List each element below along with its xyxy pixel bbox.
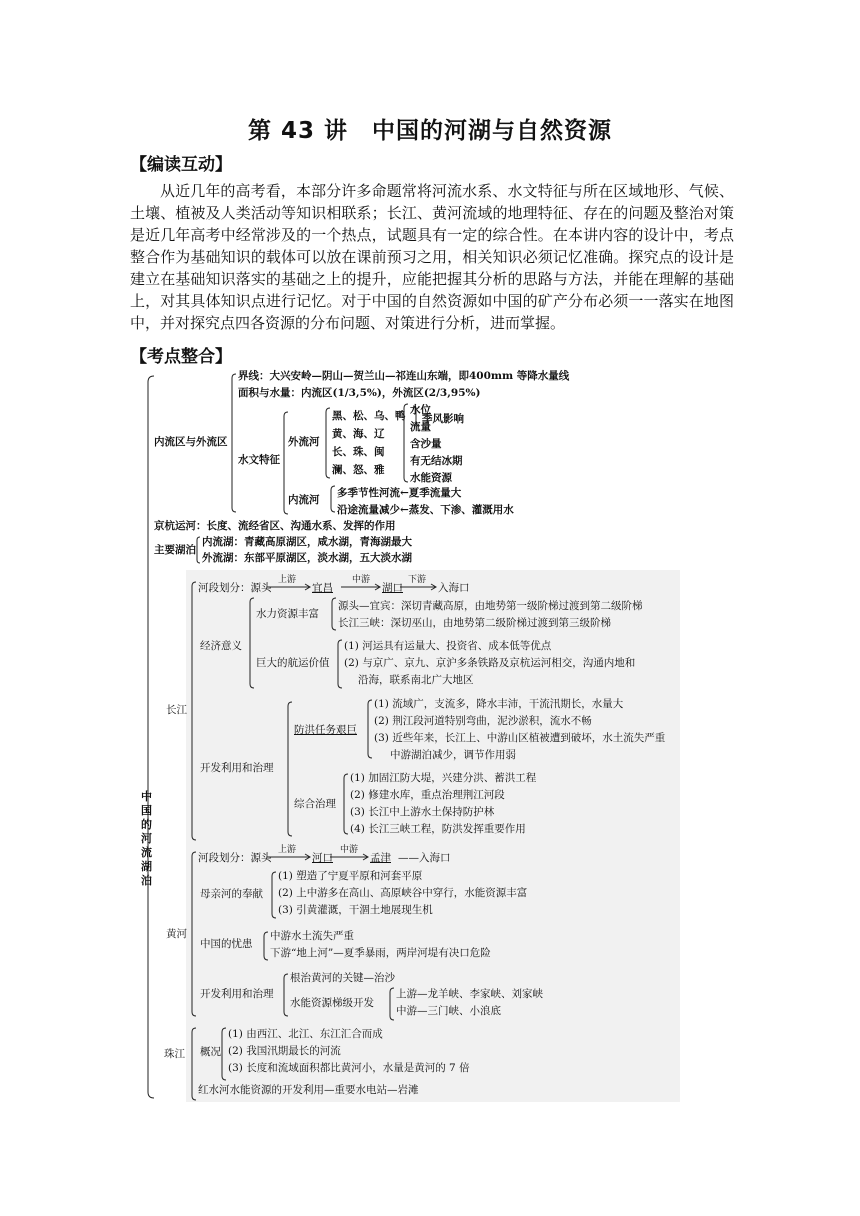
fanghong-2: (2) 荆江段河道特别弯曲，泥沙淤积，流水不畅: [374, 715, 592, 727]
hangyun-3: 沿海，联系南北广大地区: [358, 674, 474, 686]
knowledge-map: [140, 370, 680, 1102]
gaikuang-2: (2) 我国汛期最长的河流: [228, 1045, 341, 1057]
hh-kaifa-label: 开发利用和治理: [200, 988, 274, 1000]
feature-hanshaliang: 含沙量: [410, 438, 442, 450]
hh-shangyou: 上游: [278, 845, 297, 855]
gaikuang-3: (3) 长度和流域面积都比黄河小，水量是黄河的 7 倍: [228, 1062, 470, 1074]
neiwai-label: 内流区与外流区: [154, 436, 228, 448]
hupo-wai: 外流湖：东部平原湖区，淡水湖，五大淡水湖: [202, 552, 412, 564]
cj-xiayou: 下游: [408, 575, 427, 585]
hh-zhongyou: 中游: [340, 845, 359, 855]
page-title: 第 43 讲 中国的河湖与自然资源: [247, 118, 613, 144]
hupo-label: 主要湖泊: [154, 544, 196, 556]
shuiwen-label: 水文特征: [238, 454, 280, 466]
river-group-2: 黄、海、辽: [332, 428, 385, 440]
hh-hekou: 河口: [312, 852, 333, 864]
hongshuihe-text: 红水河水能资源的开发利用—重要水电站—岩滩: [198, 1084, 419, 1096]
shuineng-1: 上游—龙羊峡、李家峡、刘家峡: [396, 988, 543, 1000]
fanghong-3: (3) 近些年来，长江上、中游山区植被遭到破坏，水土流失严重: [374, 732, 666, 744]
zonghe-1: (1) 加固江防大堤，兴建分洪、蓄洪工程: [350, 772, 537, 784]
hangyun-1: (1) 河运具有运量大、投资省、成本低等优点: [344, 640, 552, 652]
river-group-3: 长、珠、闽: [332, 446, 385, 458]
jiexian-text: 界线：大兴安岭—阴山—贺兰山—祁连山东端，即400mm 等降水量线: [238, 370, 570, 382]
neiliuhe-1: 多季节性河流←夏季流量大: [337, 487, 462, 499]
hupo-nei: 内流湖：青藏高原湖区，咸水湖，青海湖最大: [202, 536, 412, 548]
feature-liuliang: 流量: [410, 421, 431, 433]
zhujiang-label: 珠江: [164, 1048, 185, 1060]
feature-shuineng: 水能资源: [410, 472, 452, 484]
hh-heduan-label: 河段划分：源头: [198, 852, 272, 864]
fanghong-4: 中游湖泊减少，调节作用弱: [390, 749, 516, 761]
feature-jiebingqi: 有无结冰期: [410, 455, 463, 467]
gaikuang-1: (1) 由西江、北江、东江汇合而成: [228, 1028, 383, 1040]
section-heading-summary: 【考点整合】: [130, 347, 232, 367]
hh-haikou: ——入海口: [398, 852, 451, 864]
muqin-3: (3) 引黄灌溉，干涸土地展现生机: [278, 904, 433, 916]
muqin-label: 母亲河的奉献: [200, 888, 263, 900]
section-heading-intro: 【编读互动】: [130, 155, 232, 175]
shuineng-2: 中游—三门峡、小浪底: [396, 1005, 501, 1017]
cj-kaifa-label: 开发利用和治理: [200, 762, 274, 774]
youhuan-1: 中游水土流失严重: [270, 930, 354, 942]
wailiuhe-label: 外流河: [288, 436, 320, 448]
cj-haikou: 入海口: [438, 582, 470, 594]
jinghang-text: 京杭运河：长度、流经省区、沟通水系、发挥的作用: [154, 520, 396, 532]
shuili-1: 源头—宜宾：深切青藏高原，由地势第一级阶梯过渡到第二级阶梯: [338, 600, 643, 612]
shuineng-label: 水能资源梯级开发: [290, 997, 374, 1009]
hangyun-2: (2) 与京广、京九、京沪多条铁路及京杭运河相交，沟通内地和: [344, 657, 636, 669]
zonghe-4: (4) 长江三峡工程，防洪发挥重要作用: [350, 823, 526, 835]
fanghong-label: 防洪任务艰巨: [294, 724, 357, 736]
cj-hukou: 湖口: [382, 582, 403, 594]
zonghe-2: (2) 修建水库，重点治理荆江河段: [350, 789, 505, 801]
cj-yichang: 宜昌: [312, 582, 333, 594]
zonghe-label: 综合治理: [294, 798, 336, 810]
youhuan-label: 中国的忧患: [200, 938, 253, 950]
shuili-2: 长江三峡：深切巫山，由地势第二级阶梯过渡到第三级阶梯: [338, 617, 611, 629]
intro-text: 从近几年的高考看，本部分许多命题常将河流水系、水文特征与所在区域地形、气候、土壤、植被及人类活动等知识相联系；长江、黄河流域的地理特征、存在的问题及整治对策是近几年高考中经常涉及的一个热点，试题具有一定的综合性。在本讲内容的设计中，考点整合作为基础知识的载体可以放在课前预习之用，相关知识必须记忆准确。探究点的设计是建立在基础知识落实的基础之上的提升，应能把握其分析的思路与方法，并能在理解的基础上，对其具体知识点进行记忆。对于中国的自然资源如中国的矿产分布必须一一落实在地图中，并对探究点四各资源的分布问题、对策进行分析，进而掌握。: [130, 182, 734, 332]
intro-paragraph: [130, 180, 734, 334]
shuili-label: 水力资源丰富: [256, 608, 319, 620]
zonghe-3: (3) 长江中上游水土保持防护林: [350, 806, 495, 818]
neiliuhe-2: 沿途流量减少←蒸发、下渗、灌溉用水: [337, 504, 514, 516]
muqin-1: (1) 塑造了宁夏平原和河套平原: [278, 870, 423, 882]
muqin-2: (2) 上中游多在高山、高原峡谷中穿行，水能资源丰富: [278, 887, 528, 899]
fanghong-1: (1) 流域广，支流多，降水丰沛，干流汛期长，水量大: [374, 698, 624, 710]
changjiang-label: 长江: [166, 704, 187, 716]
jifeng-text: 季风影响: [422, 413, 464, 425]
cj-zhongyou: 中游: [352, 575, 371, 585]
huanghe-label: 黄河: [166, 928, 187, 940]
river-group-4: 澜、怒、雅: [332, 464, 385, 476]
jingji-label: 经济意义: [200, 640, 242, 652]
mianji-text: 面积与水量：内流区(1/3,5%)，外流区(2/3,95%): [238, 387, 481, 399]
river-group-1: 黑、松、乌、鸭: [332, 410, 406, 422]
zhisha-text: 根治黄河的关键—治沙: [290, 972, 395, 984]
hangyun-label: 巨大的航运价值: [256, 657, 330, 669]
feature-shuiwei: 水位: [410, 404, 431, 416]
root-label: 中 国 的 河 流 湖 泊: [141, 790, 152, 887]
cj-heduan-label: 河段划分：源头: [198, 582, 272, 594]
neiliuhe-label: 内流河: [288, 494, 320, 506]
gaikuang-label: 概况: [200, 1046, 221, 1058]
cj-shangyou: 上游: [278, 575, 297, 585]
youhuan-2: 下游“地上河”—夏季暴雨，两岸河堤有决口危险: [270, 947, 491, 959]
hh-mengjin: 孟津: [370, 852, 391, 864]
